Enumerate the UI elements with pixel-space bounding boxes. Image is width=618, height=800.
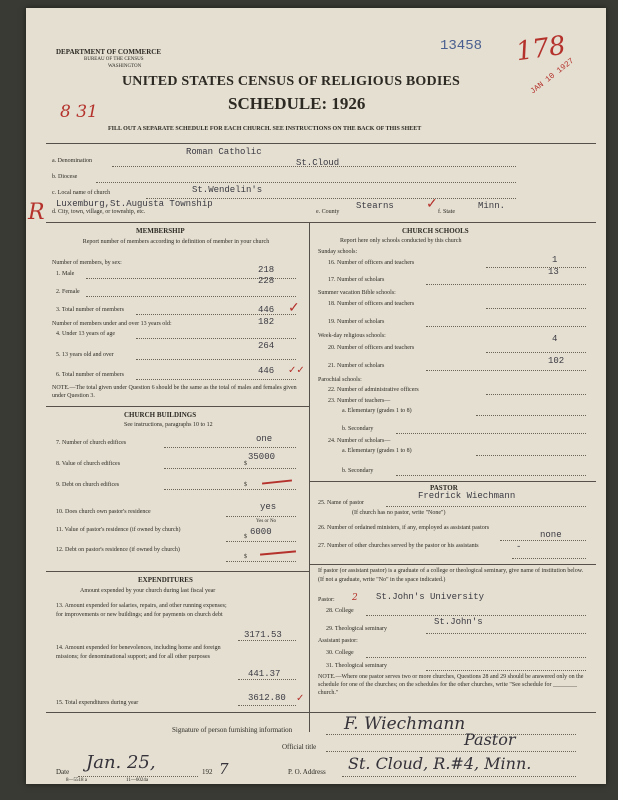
- po-address-value: St. Cloud, R.#4, Minn.: [348, 754, 532, 773]
- census-schedule-page: [26, 8, 606, 784]
- pastor-title: PASTOR: [430, 484, 458, 492]
- buildings-title: CHURCH BUILDINGS: [124, 411, 197, 419]
- q7-value: one: [256, 434, 273, 444]
- q22-label: 22. Number of administrative officers: [328, 387, 419, 393]
- q28-value: St.John's University: [376, 592, 485, 602]
- q6-label: 6. Total number of members: [56, 372, 124, 378]
- q17-label: 17. Number of scholars: [328, 277, 385, 283]
- state-value: Minn.: [478, 201, 506, 211]
- print-code-2: 11—6024a: [126, 778, 149, 783]
- q12-label: 12. Debt on pastor's residence (if owned by church): [56, 547, 180, 553]
- q11-dollar: $: [244, 534, 247, 540]
- denomination-label: a. Denomination: [52, 158, 92, 164]
- q1-label: 1. Male: [56, 271, 75, 277]
- q21-label: 21. Number of scholars: [328, 363, 385, 369]
- q13-value: 3171.53: [244, 630, 282, 640]
- q16-value: 1: [552, 255, 558, 265]
- age-intro-label: Number of members under and over 13 years old:: [52, 321, 172, 327]
- denomination-value: Roman Catholic: [186, 147, 262, 157]
- q26-value: none: [540, 530, 562, 540]
- form-title: UNITED STATES CENSUS OF RELIGIOUS BODIES: [122, 74, 461, 89]
- q6-value: 446: [258, 366, 275, 376]
- buildings-subtitle: See instructions, paragraphs 10 to 12: [124, 422, 213, 428]
- q29-value: St.John's: [434, 617, 483, 627]
- q10-value: yes: [260, 502, 277, 512]
- q15-value: 3612.80: [248, 693, 286, 703]
- q16-label: 16. Number of officers and teachers: [328, 260, 415, 266]
- graduate-intro: If pastor (or assistant pastor) is a graduate of a college or theological seminary, give name of institution below. (If not a graduate, write "No" in the space indicated.): [318, 568, 584, 583]
- red-stamp-number: 178: [514, 30, 568, 68]
- dept-name: DEPARTMENT OF COMMERCE: [56, 48, 162, 56]
- q27-label: 27. Number of other churches served by the pastor or his assistants: [318, 543, 479, 549]
- red-double-check-q6: ✓✓: [288, 365, 305, 376]
- expenditures-subtitle: Amount expended by your church during last fiscal year: [80, 588, 216, 594]
- official-title-label: Official title: [282, 743, 317, 751]
- red-check-county: ✓: [426, 197, 438, 212]
- q20-value: 4: [552, 334, 558, 344]
- expenditures-title: EXPENDITURES: [138, 576, 193, 584]
- q14-value: 441.37: [248, 669, 281, 679]
- membership-title: MEMBERSHIP: [136, 227, 185, 235]
- signature-label: Signature of person furnishing information: [172, 726, 293, 734]
- received-date-stamp: JAN 10 1927: [528, 56, 576, 97]
- bureau-name: BUREAU OF THE CENSUS: [84, 57, 144, 62]
- red-r-mark: R: [28, 200, 45, 225]
- q13-label: 13. Amount expended for salaries, repairs, and other running expenses; for improvements or new buildings; and for payments on church debt: [56, 603, 227, 618]
- q23b-label: b. Secondary: [342, 426, 374, 432]
- q14-label: 14. Amount expended for benevolences, including home and foreign missions; for denominational support; and for all other purposes: [56, 645, 221, 660]
- q8-value: 35000: [248, 452, 276, 462]
- membership-subtitle: Report number of members according to definition of member in your church: [82, 239, 270, 245]
- q5-label: 5. 13 years old and over: [56, 352, 114, 358]
- diocese-value: St.Cloud: [296, 158, 340, 168]
- diocese-label: b. Diocese: [52, 174, 78, 180]
- red-check-q15: ✓: [296, 693, 305, 704]
- q30-label: 30. College: [326, 650, 354, 656]
- q20-label: 20. Number of officers and teachers: [328, 345, 415, 351]
- print-code: 8—5518 a: [66, 778, 87, 783]
- q27-value: -: [516, 542, 522, 552]
- q5-value: 264: [258, 341, 275, 351]
- q24b-label: b. Secondary: [342, 468, 374, 474]
- red-handwritten-note: 8 31: [60, 102, 98, 122]
- q7-label: 7. Number of church edifices: [56, 440, 127, 446]
- q9-dollar: $: [244, 482, 247, 488]
- q10-label: 10. Does church own pastor's residence: [56, 509, 151, 515]
- bureau-city: WASHINGTON: [108, 64, 142, 69]
- instruction-line: FILL OUT A SEPARATE SCHEDULE FOR EACH CHURCH. SEE INSTRUCTIONS ON THE BACK OF THIS SHEET: [108, 126, 422, 132]
- church-name-label: c. Local name of church: [52, 190, 111, 196]
- schedule-title: SCHEDULE: 1926: [228, 94, 366, 113]
- city-value: Luxemburg,St.Augusta Township: [56, 199, 213, 209]
- q9-label: 9. Debt on church edifices: [56, 482, 120, 488]
- q4-label: 4. Under 13 years of age: [56, 331, 115, 337]
- q2-value: 228: [258, 276, 275, 286]
- church-name-value: St.Wendelin's: [192, 185, 263, 195]
- sunday-label: Sunday schools:: [318, 249, 358, 255]
- by-sex-label: Number of members, by sex:: [52, 260, 122, 266]
- q23a-label: a. Elementary (grades 1 to 8): [342, 408, 412, 414]
- q8-label: 8. Value of church edifices: [56, 461, 121, 467]
- year-suffix: 7: [219, 760, 229, 778]
- q4-value: 182: [258, 317, 275, 327]
- serial-number: 13458: [440, 38, 483, 54]
- q3-value: 446: [258, 305, 275, 315]
- date-value: Jan. 25,: [86, 752, 156, 773]
- state-label: f. State: [438, 209, 455, 215]
- q29-label: 29. Theological seminary: [326, 626, 388, 632]
- date-label: Date: [56, 768, 70, 776]
- membership-note: NOTE.—The total given under Question 6 should be the same as the total of males and females given under Question 3.: [52, 385, 297, 399]
- q15-label: 15. Total expenditures during year: [56, 700, 139, 706]
- county-value: Stearns: [356, 201, 394, 211]
- q17-value: 13: [548, 267, 559, 277]
- parochial-label: Parochial schools:: [318, 377, 362, 383]
- official-title-value: Pastor: [464, 730, 516, 749]
- pastor-note: NOTE.—Where one pastor serves two or more churches, Questions 28 and 29 should be answered only on the schedule for one of the churches; on the schedules for the other churches, write "See schedule for ________ church.": [318, 674, 584, 696]
- q11-value: 6000: [250, 527, 272, 537]
- q28-label: 28. College: [326, 608, 354, 614]
- q11-label: 11. Value of pastor's residence (if owned by church): [56, 527, 181, 533]
- q1-value: 218: [258, 265, 275, 275]
- q25-label: 25. Name of pastor: [318, 500, 364, 506]
- red-check-q3: ✓: [288, 301, 300, 316]
- po-address-label: P. O. Address: [288, 768, 326, 776]
- schools-subtitle: Report here only schools conducted by this church: [340, 238, 462, 244]
- year-prefix: 192: [202, 768, 213, 776]
- q24-label: 24. Number of scholars—: [328, 438, 391, 444]
- q8-dollar: $: [244, 461, 247, 467]
- signature-value: F. Wiechmann: [344, 714, 466, 734]
- q19-label: 19. Number of scholars: [328, 319, 385, 325]
- q25-note: (If church has no pastor, write "None"): [352, 510, 446, 516]
- assistant-pastor-label: Assistant pastor:: [318, 638, 358, 644]
- county-label: e. County: [316, 209, 340, 215]
- city-label: d. City, town, village, or township, etc.: [52, 209, 146, 215]
- q2-label: 2. Female: [56, 289, 80, 295]
- yes-no-hint: Yes or No: [256, 519, 277, 524]
- weekday-label: Week-day religious schools:: [318, 333, 386, 339]
- pastor-subheading: Pastor:: [318, 597, 335, 603]
- q25-value: Fredrick Wiechmann: [418, 491, 516, 501]
- q18-label: 18. Number of officers and teachers: [328, 301, 415, 307]
- q3-label: 3. Total number of members: [56, 307, 124, 313]
- red-mark-pastor: 2: [352, 593, 358, 603]
- summer-label: Summer vacation Bible schools:: [318, 290, 396, 296]
- q31-label: 31. Theological seminary: [326, 663, 388, 669]
- q21-value: 102: [548, 356, 565, 366]
- schools-title: CHURCH SCHOOLS: [402, 227, 469, 235]
- q24a-label: a. Elementary (grades 1 to 8): [342, 448, 412, 454]
- q23-label: 23. Number of teachers—: [328, 398, 391, 404]
- q26-label: 26. Number of ordained ministers, if any, employed as assistant pastors: [318, 525, 490, 531]
- q12-dollar: $: [244, 554, 247, 560]
